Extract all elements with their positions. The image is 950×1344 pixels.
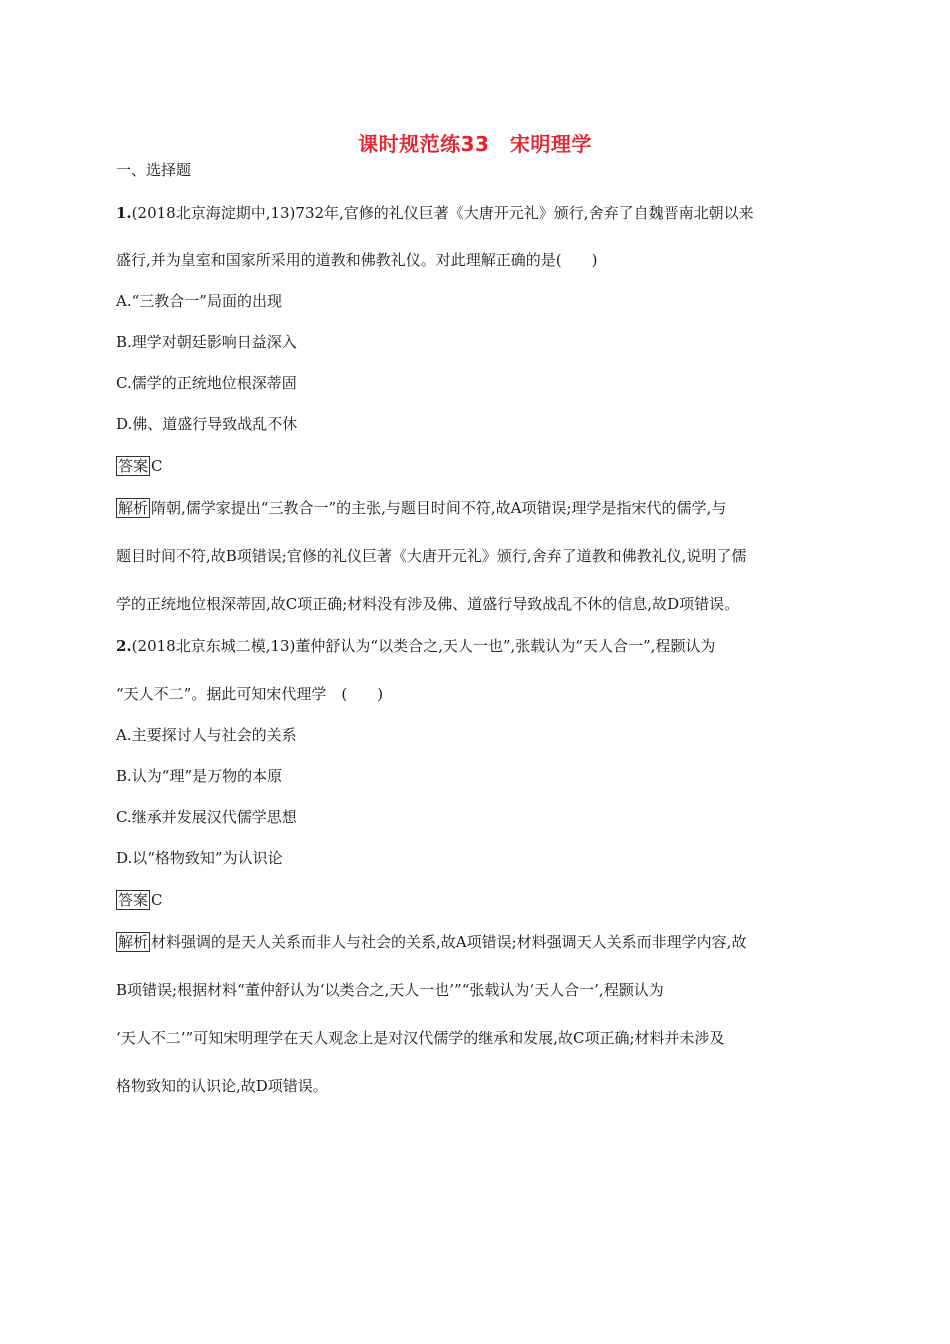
question-2-analysis: 解析 材料强调的是天人关系而非人与社会的关系,故A项错误;材料强调天人关系而非理学内容,故 (118, 933, 747, 951)
question-2-option-c: C.继承并发展汉代儒学思想 (116, 808, 297, 826)
question-2-analysis-line-2: B项错误;根据材料“董仲舒认为‘以类合之,天人一也’”“张载认为‘天人合一’,程颢认为 (116, 981, 664, 999)
question-1-stem: 1.(2018北京海淀期中,13)732年,官修的礼仪巨著《大唐开元礼》颁行,舍弃了自魏晋南北朝以来 (116, 204, 754, 222)
question-1-option-b: B.理学对朝廷影响日益深入 (116, 333, 297, 351)
question-1-analysis-line-3: 学的正统地位根深蒂固,故C项正确;材料没有涉及佛、道盛行导致战乱不休的信息,故D项错误。 (116, 595, 740, 613)
question-1-number: 1. (116, 204, 132, 222)
question-2-stem: 2.(2018北京东城二模,13)董仲舒认为“以类合之,天人一也”,张载认为“天人合一”,程颢认为 (116, 637, 716, 655)
question-2-stem-line-2: “天人不二”。据此可知宋代理学 ( ) (116, 685, 384, 703)
answer-label: 答案 (118, 457, 149, 475)
question-1-stem-line-2: 盛行,并为皇室和国家所采用的道教和佛教礼仪。对此理解正确的是( ) (116, 251, 598, 269)
answer-label: 答案 (118, 891, 149, 909)
question-2-number: 2. (116, 637, 132, 655)
question-1-option-d: D.佛、道盛行导致战乱不休 (116, 415, 298, 433)
question-1-analysis-line-2: 题目时间不符,故B项错误;官修的礼仪巨著《大唐开元礼》颁行,舍弃了道教和佛教礼仪,说明了儒 (116, 547, 747, 565)
question-2-option-d: D.以“格物致知”为认识论 (116, 849, 283, 867)
section-heading: 一、选择题 (116, 161, 192, 179)
question-2-analysis-line-3: ‘天人不二’”可知宋明理学在天人观念上是对汉代儒学的继承和发展,故C项正确;材料并未涉及 (116, 1029, 725, 1047)
question-2-analysis-line-4: 格物致知的认识论,故D项错误。 (116, 1077, 328, 1095)
question-1-option-c: C.儒学的正统地位根深蒂固 (116, 374, 297, 392)
question-1-option-a: A.“三教合一”局面的出现 (116, 292, 282, 310)
analysis-label: 解析 (118, 933, 149, 951)
question-1-analysis: 解析 隋朝,儒学家提出“三教合一”的主张,与题目时间不符,故A项错误;理学是指宋代的儒学,与 (118, 499, 727, 517)
question-2-option-b: B.认为“理”是万物的本原 (116, 767, 283, 785)
answer-value: C (151, 891, 163, 909)
page-title: 课时规范练33 宋明理学 (358, 132, 592, 156)
question-2-option-a: A.主要探讨人与社会的关系 (116, 726, 297, 744)
analysis-label: 解析 (118, 499, 149, 517)
answer-value: C (151, 457, 163, 475)
question-2-answer (116, 890, 836, 910)
question-1-answer (116, 456, 836, 476)
